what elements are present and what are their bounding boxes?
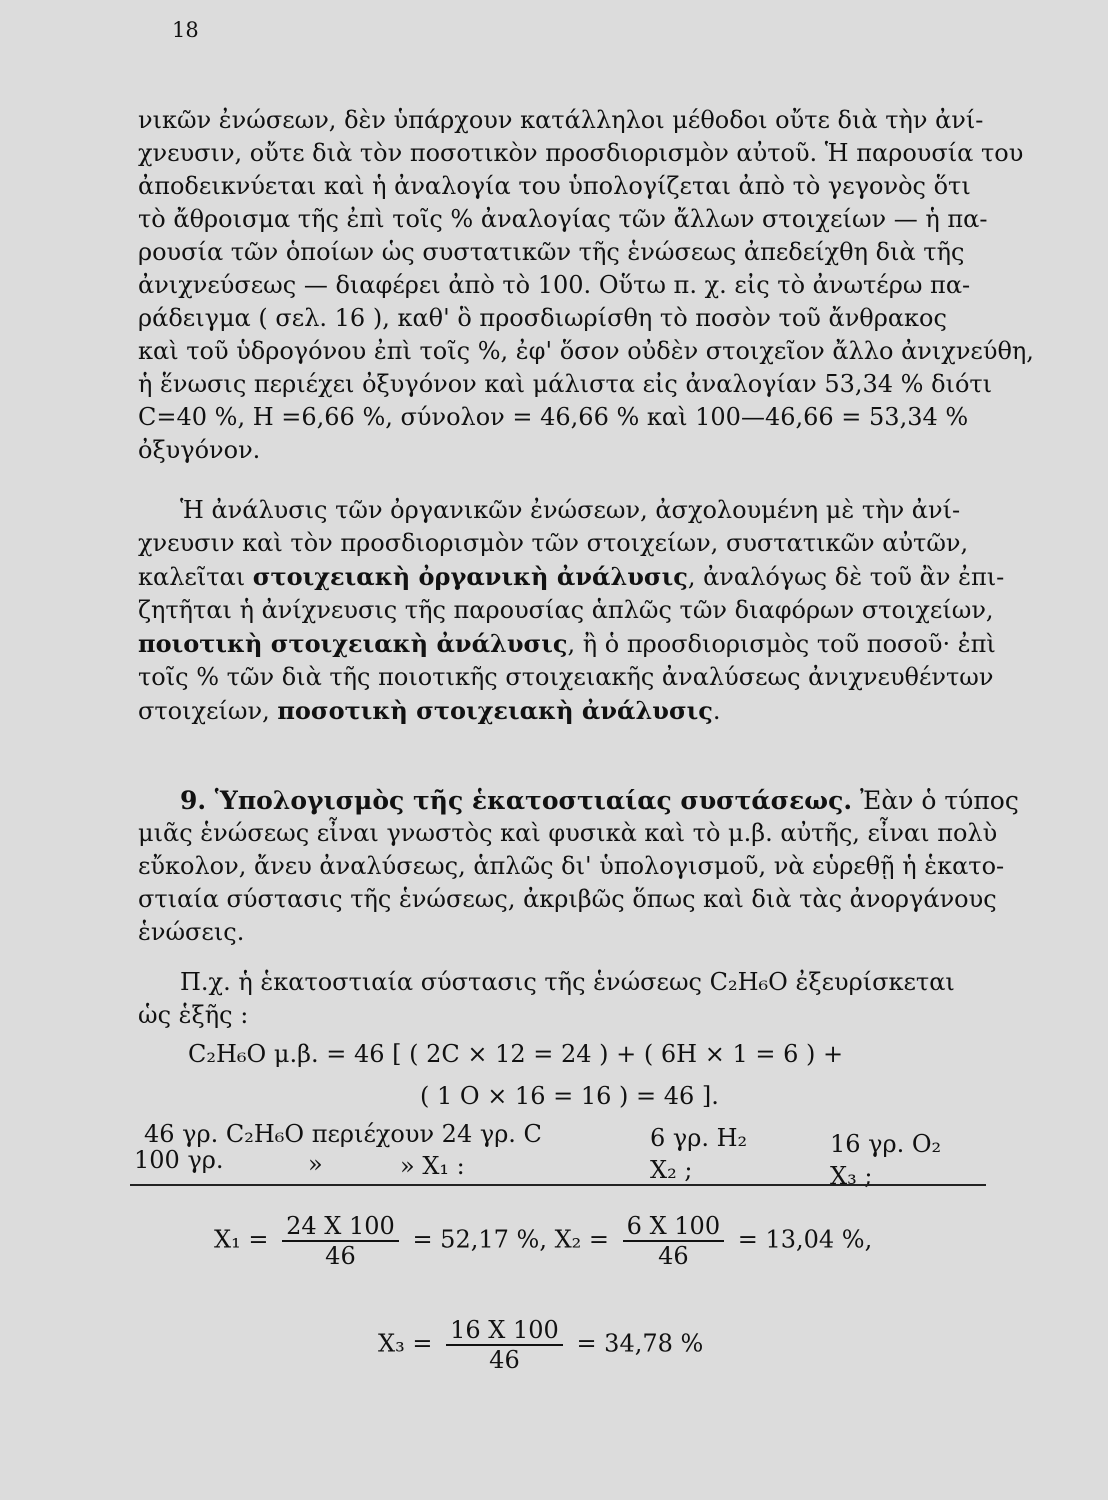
text-line: ἡ ἕνωσις περιέχει ὀξυγόνον καὶ μάλιστα εἰς ἀναλογίαν 53,34 % διότι: [138, 370, 993, 398]
example-intro: [138, 966, 1018, 1032]
unknown-x1: » X₁ :: [400, 1152, 465, 1180]
text-span: καλεῖται: [138, 563, 253, 591]
text-line: Ἡ ἀνάλυσις τῶν ὀργανικῶν ἐνώσεων, ἀσχολουμένη μὲ τὴν ἀνί-: [180, 496, 961, 524]
proportion-h: 6 γρ. H₂: [650, 1124, 748, 1152]
text-line: στιαία σύστασις τῆς ἑνώσεως, ἀκριβῶς ὅπως καὶ διὰ τὰς ἀνοργάνους: [138, 885, 997, 913]
molecular-weight-equation-cont: ( 1 O × 16 = 16 ) = 46 ].: [420, 1082, 719, 1110]
text-span: .: [712, 697, 721, 725]
text-span: , ἢ ὁ προσδιορισμὸς τοῦ ποσοῦ· ἐπὶ: [567, 630, 996, 658]
paragraph-2: [138, 494, 1018, 728]
bold-term: ποιοτικὴ στοιχειακὴ ἀνάλυσις: [138, 629, 568, 658]
fraction: [623, 1212, 724, 1270]
text-line: Π.χ. ἡ ἑκατοστιαία σύστασις τῆς ἑνώσεως C₂H₆O ἐξευρίσκεται: [180, 968, 955, 996]
text-line: χνευσιν, οὔτε διὰ τὸν ποσοτικὸν προσδιορισμὸν αὐτοῦ. Ἡ παρουσία του: [138, 139, 1024, 167]
proportion-row-2: 100 γρ.: [134, 1146, 224, 1174]
text-line: μιᾶς ἑνώσεως εἶναι γνωστὸς καὶ φυσικὰ καὶ τὸ μ.β. αὐτῆς, εἶναι πολὺ: [138, 819, 998, 847]
numerator: 24 X 100: [282, 1212, 399, 1242]
text-line: καὶ τοῦ ὑδρογόνου ἐπὶ τοῖς %, ἐφ' ὅσον οὐδὲν στοιχεῖον ἄλλο ἀνιχνεύθη,: [138, 337, 1034, 365]
unknown-x3: X₃ ;: [830, 1162, 873, 1190]
fraction: [282, 1212, 399, 1270]
text-span: Ἐὰν ὁ τύπος: [852, 786, 1019, 815]
bold-term: στοιχειακὴ ὀργανικὴ ἀνάλυσις: [252, 562, 688, 591]
section-heading-line: [138, 784, 1018, 817]
result-x3: [378, 1316, 703, 1374]
x3-label: X₃ =: [378, 1329, 433, 1358]
x1-label: X₁ =: [214, 1225, 269, 1254]
x1-value: = 52,17 %, X₂ =: [412, 1225, 610, 1254]
text-line: ὀξυγόνον.: [138, 436, 261, 464]
unknown-x2: X₂ ;: [650, 1156, 693, 1184]
text-line: ράδειγμα ( σελ. 16 ), καθ' ὃ προσδιωρίσθη τὸ ποσὸν τοῦ ἄνθρακος: [138, 304, 947, 332]
x3-value: = 34,78 %: [576, 1329, 704, 1358]
bold-term: ποσοτικὴ στοιχειακὴ ἀνάλυσις: [277, 696, 713, 725]
text-span: , ἀναλόγως δὲ τοῦ ἂν ἐπι-: [687, 563, 1005, 591]
numerator: 16 X 100: [446, 1316, 563, 1346]
text-line: [138, 694, 1018, 728]
text-line: ζητῆται ἡ ἀνίχνευσις τῆς παρουσίας ἁπλῶς τῶν διαφόρων στοιχείων,: [138, 596, 994, 624]
result-x1-x2: [214, 1212, 872, 1270]
denominator: 46: [658, 1242, 689, 1270]
proportion-o: 16 γρ. O₂: [830, 1130, 942, 1158]
text-line: τὸ ἄθροισμα τῆς ἐπὶ τοῖς % ἀναλογίας τῶν ἄλλων στοιχείων — ἡ πα-: [138, 205, 988, 233]
fraction: [446, 1316, 563, 1374]
denominator: 46: [325, 1242, 356, 1270]
section-9: [138, 784, 1018, 949]
text-line: ἀνιχνεύσεως — διαφέρει ἀπὸ τὸ 100. Οὕτω π. χ. εἰς τὸ ἀνωτέρω πα-: [138, 271, 971, 299]
section-heading: 9. Ὑπολογισμὸς τῆς ἑκατοστιαίας συστάσεως.: [180, 786, 853, 815]
ditto-mark: »: [308, 1150, 323, 1178]
paragraph-1: [138, 104, 1034, 467]
proportion-text: 46 γρ. C₂H₆O περιέχουν 24 γρ. C: [144, 1120, 542, 1148]
separator-rule: [130, 1184, 986, 1186]
text-line: ἑνώσεις.: [138, 918, 245, 946]
text-line: [138, 627, 1018, 661]
text-line: [138, 560, 1018, 594]
text-span: στοιχείων,: [138, 697, 278, 725]
text-line: νικῶν ἐνώσεων, δὲν ὑπάρχουν κατάλληλοι μέθοδοι οὔτε διὰ τὴν ἀνί-: [138, 106, 984, 134]
molecular-weight-equation: C₂H₆O μ.β. = 46 [ ( 2C × 12 = 24 ) + ( 6H × 1 = 6 ) +: [188, 1040, 844, 1068]
text-line: ὡς ἑξῆς :: [138, 1001, 249, 1029]
text-line: C=40 %, H =6,66 %, σύνολον = 46,66 % καὶ 100—46,66 = 53,34 %: [138, 403, 969, 431]
numerator: 6 X 100: [623, 1212, 724, 1242]
page-number: 18: [172, 18, 199, 42]
denominator: 46: [489, 1346, 520, 1374]
text-line: τοῖς % τῶν διὰ τῆς ποιοτικῆς στοιχειακῆς ἀναλύσεως ἀνιχνευθέντων: [138, 663, 994, 691]
text-line: χνευσιν καὶ τὸν προσδιορισμὸν τῶν στοιχείων, συστατικῶν αὐτῶν,: [138, 529, 969, 557]
text-line: ἀποδεικνύεται καὶ ἡ ἀναλογία του ὑπολογίζεται ἀπὸ τὸ γεγονὸς ὅτι: [138, 172, 971, 200]
proportion-row-1: [144, 1120, 542, 1148]
text-line: εὔκολον, ἄνευ ἀναλύσεως, ἁπλῶς δι' ὑπολογισμοῦ, νὰ εὑρεθῇ ἡ ἑκατο-: [138, 852, 1005, 880]
text-line: ρουσία τῶν ὁποίων ὡς συστατικῶν τῆς ἑνώσεως ἀπεδείχθη διὰ τῆς: [138, 238, 965, 266]
x2-value: = 13,04 %,: [737, 1225, 873, 1254]
